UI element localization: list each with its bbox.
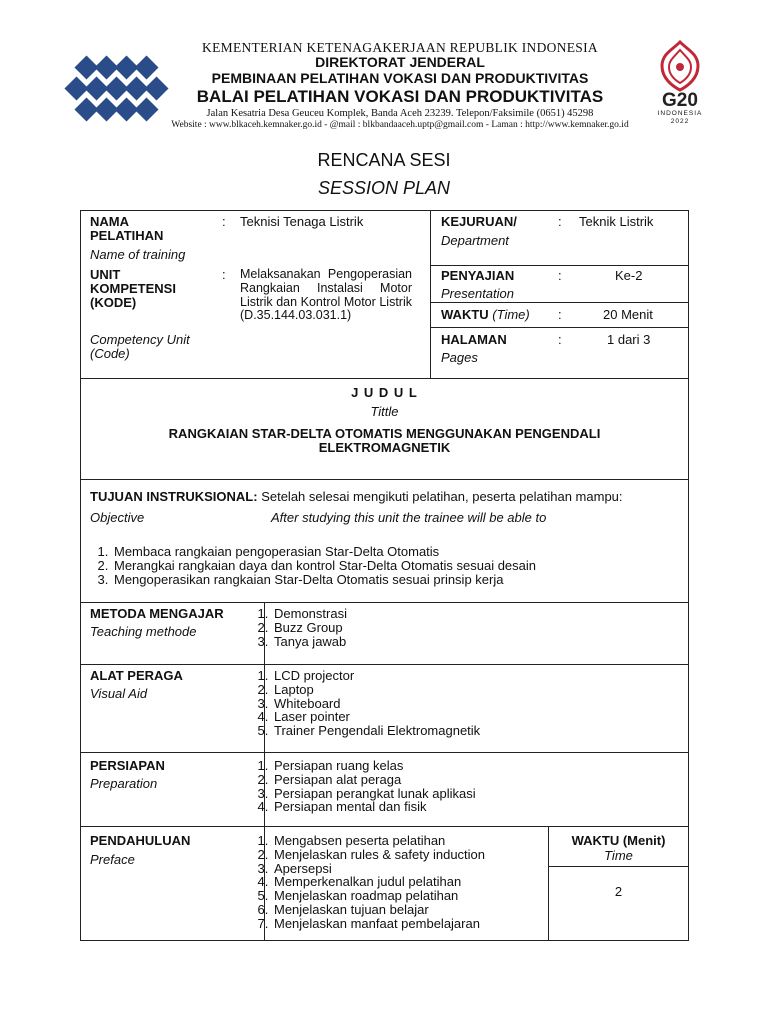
preface-label-en: Preface (90, 852, 135, 867)
visual-aid-list (248, 669, 572, 738)
visual-aid-label: ALAT PERAGA (90, 668, 183, 683)
objective-heading (90, 490, 623, 504)
department-colon: : (558, 214, 562, 229)
objective-text-en: After studying this unit the trainee will be able to (271, 510, 547, 525)
preparation-label-en: Preparation (90, 776, 158, 791)
list-item: 4. Laser pointer (272, 710, 572, 724)
pages-label-en: Pages (441, 350, 478, 365)
session-title-line2: ELEKTROMAGNETIK (318, 440, 451, 455)
competency-unit-label: UNIT KOMPETENSI (KODE) (90, 267, 176, 310)
time-label: WAKTU (441, 307, 489, 322)
preface-label: PENDAHULUAN (90, 833, 191, 848)
time-label-en: (Time) (492, 307, 530, 322)
list-item: 6. Menjelaskan tujuan belajar (272, 903, 568, 917)
list-item: 5. Trainer Pengendali Elektromagnetik (272, 724, 572, 738)
g20-label: G20 (662, 90, 698, 111)
training-name-label: NAMA PELATIHAN (90, 214, 164, 243)
list-item: 3. Apersepsi (272, 862, 568, 876)
list-item: 7. Menjelaskan manfaat pembelajaran (272, 917, 568, 931)
session-title-line1: RANGKAIAN STAR-DELTA OTOMATIS MENGGUNAKAN PENGENDALI (168, 426, 601, 441)
objective-label: TUJUAN INSTRUKSIONAL: (90, 489, 258, 504)
objective-list (88, 545, 702, 586)
department-label-en: Department (441, 233, 509, 248)
preparation-list (248, 759, 572, 814)
department-label: KEJURUAN/ (441, 214, 517, 229)
list-item: 1. Demonstrasi (272, 607, 562, 621)
list-item: 3. Persiapan perangkat lunak aplikasi (272, 787, 572, 801)
division-name: PEMBINAAN PELATIHAN VOKASI DAN PRODUKTIVITAS (211, 70, 589, 86)
list-item: 3. Whiteboard (272, 697, 572, 711)
g20-logo (650, 40, 710, 130)
training-name-label-en: Name of training (90, 247, 186, 262)
list-item: 2. Persiapan alat peraga (272, 773, 572, 787)
list-item: 1. Persiapan ruang kelas (272, 759, 572, 773)
presentation-label: PENYAJIAN (441, 268, 515, 283)
preparation-label: PERSIAPAN (90, 758, 165, 773)
g20-country: INDONESIA (657, 110, 703, 117)
list-item: 3. Tanya jawab (272, 635, 562, 649)
department-value: Teknik Listrik (579, 214, 654, 229)
time-colon: : (558, 307, 562, 322)
methods-list (248, 607, 562, 648)
methods-label-en: Teaching methode (90, 624, 197, 639)
preface-list (248, 834, 568, 931)
list-item: 4. Memperkenalkan judul pelatihan (272, 875, 568, 889)
ministry-name: KEMENTERIAN KETENAGAKERJAAN REPUBLIK INDONESIA (202, 40, 598, 55)
list-item: 3. Mengoperasikan rangkaian Star-Delta Otomatis sesuai prinsip kerja (112, 573, 702, 587)
presentation-label-en: Presentation (441, 286, 514, 301)
time-label-row (441, 308, 530, 322)
visual-aid-label-en: Visual Aid (90, 686, 148, 701)
list-item: 5. Menjelaskan roadmap pelatihan (272, 889, 568, 903)
list-item: 1. Membaca rangkaian pengoperasian Star-Delta Otomatis (112, 545, 702, 559)
institution-name: BALAI PELATIHAN VOKASI DAN PRODUKTIVITAS (196, 87, 604, 106)
objective-label-en: Objective (90, 510, 145, 525)
pages-value: 1 dari 3 (607, 332, 651, 347)
training-name-value: Teknisi Tenaga Listrik (240, 214, 364, 229)
title-section-label-en: Tittle (370, 404, 399, 419)
training-name-colon: : (222, 214, 226, 229)
list-item: 2. Merangkai rangkaian daya dan kontrol Star-Delta Otomatis sesuai desain (112, 559, 702, 573)
presentation-colon: : (558, 268, 562, 283)
list-item: 2. Laptop (272, 683, 572, 697)
preface-time-header: WAKTU (Menit) (571, 833, 666, 848)
institution-address: Jalan Kesatria Desa Geuceu Komplek, Banda Aceh 23239. Telepon/Faksimile (0651) 45298 (206, 108, 594, 119)
list-item: 2. Buzz Group (272, 621, 562, 635)
list-item: 4. Persiapan mental dan fisik (272, 800, 572, 814)
list-item: 2. Menjelaskan rules & safety induction (272, 848, 568, 862)
list-item: 1. Mengabsen peserta pelatihan (272, 834, 568, 848)
competency-unit-value: Melaksanakan Pengoperasian Rangkaian Instalasi Motor Listrik dan Kontrol Motor Listrik (D.35.144.03.031.1) (240, 267, 412, 323)
preface-time-header-en: Time (604, 848, 633, 863)
time-value: 20 Menit (603, 307, 653, 322)
list-item: 1. LCD projector (272, 669, 572, 683)
directorate-name: DIREKTORAT JENDERAL (315, 54, 485, 70)
g20-year: 2022 (670, 118, 690, 125)
methods-label: METODA MENGAJAR (90, 606, 224, 621)
page-title: RENCANA SESI (317, 150, 451, 170)
presentation-value: Ke-2 (615, 268, 643, 283)
competency-unit-colon: : (222, 267, 226, 282)
institution-contacts: Website : www.blkaceh.kemnaker.go.id - @mail : blkbandaaceh.uptp@gmail.com - Laman : http://www.kemnaker.go.id (171, 120, 629, 130)
title-section-label: J U D U L (351, 385, 418, 400)
preface-time-value: 2 (614, 884, 623, 899)
competency-unit-label-en: Competency Unit (Code) (90, 332, 190, 361)
pages-colon: : (558, 332, 562, 347)
page-subtitle: SESSION PLAN (317, 178, 451, 198)
pages-label: HALAMAN (441, 332, 507, 347)
objective-text: Setelah selesai mengikuti pelatihan, peserta pelatihan mampu: (261, 489, 623, 504)
